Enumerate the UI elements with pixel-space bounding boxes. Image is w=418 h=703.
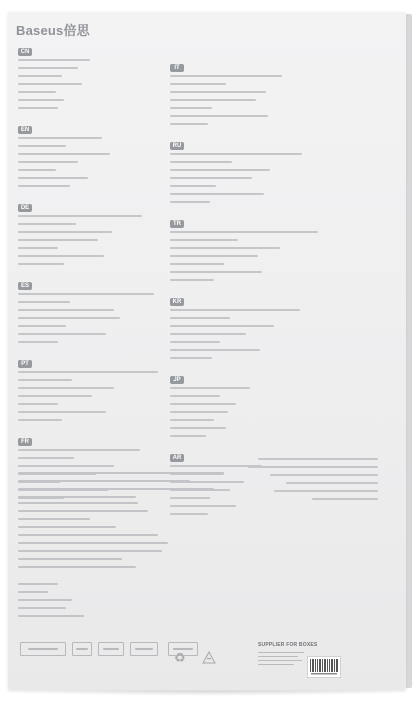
text-line xyxy=(170,325,274,327)
text-line xyxy=(18,83,82,85)
text-line xyxy=(18,325,66,327)
brand-logo: Baseus倍思 xyxy=(16,23,90,38)
text-line xyxy=(18,309,114,311)
text-line xyxy=(18,599,72,601)
importer-info xyxy=(18,583,108,623)
text-line xyxy=(170,419,214,421)
text-line xyxy=(170,403,236,405)
text-line xyxy=(170,333,246,335)
text-line xyxy=(170,91,266,93)
text-line xyxy=(18,607,66,609)
text-line xyxy=(18,263,64,265)
warning-text-block xyxy=(18,472,238,504)
spec-section xyxy=(18,196,188,265)
text-line xyxy=(18,465,114,467)
text-line xyxy=(18,518,90,520)
text-line xyxy=(18,231,112,233)
spec-column-left xyxy=(18,40,188,508)
text-line xyxy=(18,223,76,225)
text-line xyxy=(18,387,114,389)
text-line xyxy=(170,341,220,343)
text-line xyxy=(258,664,294,665)
language-badge: JP xyxy=(170,376,184,384)
language-badge: EN xyxy=(18,126,32,134)
text-line xyxy=(258,458,378,460)
text-line xyxy=(170,153,302,155)
text-line xyxy=(18,480,190,482)
text-line xyxy=(18,534,158,536)
spec-section xyxy=(18,352,188,421)
text-line xyxy=(170,427,226,429)
text-line xyxy=(18,411,106,413)
language-badge: CN xyxy=(18,48,32,56)
text-line xyxy=(18,550,162,552)
text-line xyxy=(170,317,230,319)
text-line xyxy=(18,615,84,617)
text-line xyxy=(18,59,90,61)
text-line xyxy=(18,107,58,109)
text-line xyxy=(170,99,256,101)
text-line xyxy=(18,510,148,512)
text-line xyxy=(18,566,136,568)
text-line xyxy=(274,490,378,492)
text-line xyxy=(18,591,48,593)
text-line xyxy=(18,161,78,163)
spec-section xyxy=(18,118,188,187)
text-line xyxy=(170,279,214,281)
text-line xyxy=(170,107,212,109)
language-badge: FR xyxy=(18,438,32,446)
barcode-graphic xyxy=(308,657,340,677)
text-line xyxy=(170,193,264,195)
spec-section xyxy=(18,40,188,109)
text-line xyxy=(18,457,74,459)
text-line xyxy=(18,153,110,155)
text-line xyxy=(312,498,378,500)
text-line xyxy=(170,239,238,241)
cert-mark xyxy=(72,642,92,656)
text-line xyxy=(170,161,232,163)
text-line xyxy=(170,395,220,397)
text-line xyxy=(170,247,280,249)
text-line xyxy=(18,317,120,319)
text-line xyxy=(258,652,304,653)
text-line xyxy=(18,449,140,451)
text-line xyxy=(18,341,58,343)
text-line xyxy=(18,99,64,101)
text-line xyxy=(170,231,318,233)
language-badge: ES xyxy=(18,282,32,290)
text-line xyxy=(286,482,378,484)
text-line xyxy=(18,255,104,257)
text-line xyxy=(18,145,66,147)
spec-section xyxy=(18,274,188,343)
text-line xyxy=(170,387,250,389)
spec-column-right xyxy=(170,56,370,524)
cert-mark xyxy=(20,642,66,656)
text-line xyxy=(18,542,168,544)
language-badge: RU xyxy=(170,142,184,150)
language-badge: DE xyxy=(18,204,32,212)
text-line xyxy=(18,488,214,490)
spec-section xyxy=(170,56,370,125)
text-line xyxy=(18,502,138,504)
text-line xyxy=(258,660,302,661)
text-line xyxy=(18,185,70,187)
text-line xyxy=(18,75,62,77)
text-line xyxy=(170,169,270,171)
text-line xyxy=(170,357,212,359)
text-line xyxy=(18,371,158,373)
spec-section xyxy=(170,134,370,203)
spec-section xyxy=(170,368,370,437)
text-line xyxy=(170,263,224,265)
arabic-text-block xyxy=(228,458,378,506)
text-line xyxy=(170,271,262,273)
text-line xyxy=(18,419,62,421)
text-line xyxy=(18,583,58,585)
text-line xyxy=(18,177,88,179)
language-badge: TR xyxy=(170,220,184,228)
supplier-label-title: SUPPLIER FOR BOXES xyxy=(258,642,318,648)
text-line xyxy=(170,255,258,257)
text-line xyxy=(170,309,300,311)
cert-mark xyxy=(130,642,158,656)
language-badge: IT xyxy=(170,64,184,72)
cert-mark xyxy=(98,642,124,656)
text-line xyxy=(18,333,106,335)
text-line xyxy=(170,185,216,187)
paper-recycling-icon xyxy=(202,651,216,664)
text-line xyxy=(18,293,154,295)
barcode xyxy=(307,656,341,678)
text-line xyxy=(170,123,208,125)
text-line xyxy=(18,301,70,303)
text-line xyxy=(18,91,56,93)
text-line xyxy=(170,349,260,351)
text-line xyxy=(18,526,116,528)
text-line xyxy=(170,75,282,77)
text-line xyxy=(18,558,122,560)
text-line xyxy=(18,215,142,217)
manufacturer-info xyxy=(18,502,188,574)
text-line xyxy=(170,201,210,203)
text-line xyxy=(18,395,92,397)
spec-section xyxy=(170,290,370,359)
text-line xyxy=(170,115,268,117)
text-line xyxy=(18,496,136,498)
language-badge: AR xyxy=(170,454,184,462)
recycle-icon: ♻ xyxy=(174,651,186,666)
text-line xyxy=(18,379,72,381)
text-line xyxy=(170,435,206,437)
text-line xyxy=(18,247,58,249)
text-line xyxy=(18,67,78,69)
text-line xyxy=(18,403,58,405)
language-badge: KR xyxy=(170,298,184,306)
text-line xyxy=(18,137,102,139)
text-line xyxy=(170,83,226,85)
text-line xyxy=(18,472,224,474)
text-line xyxy=(18,169,56,171)
spec-section xyxy=(170,212,370,281)
language-badge: PT xyxy=(18,360,32,368)
text-line xyxy=(170,177,252,179)
text-line xyxy=(258,656,298,657)
text-line xyxy=(270,474,378,476)
certification-marks xyxy=(20,638,198,660)
text-line xyxy=(170,411,228,413)
text-line xyxy=(248,466,378,468)
text-line xyxy=(18,239,98,241)
